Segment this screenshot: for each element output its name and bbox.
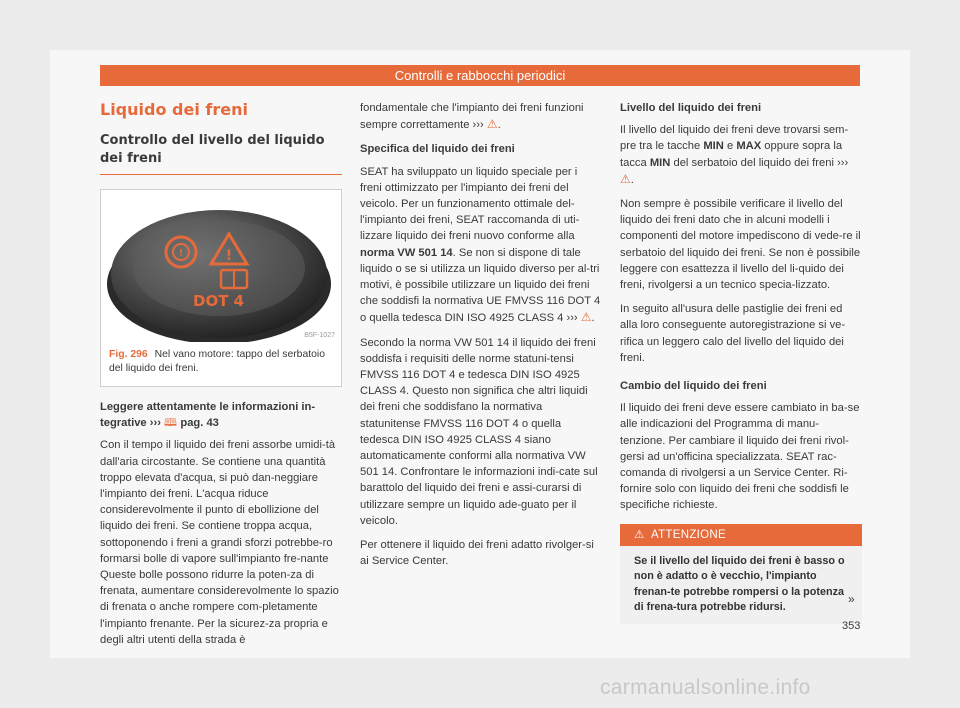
brake-fluid-cap-image [101, 190, 341, 342]
warning-triangle-icon: ⚠ [634, 528, 645, 541]
section-title: Controllo del livello del liquido dei freni [100, 132, 342, 175]
running-header: Controlli e rabbocchi periodici [100, 65, 860, 86]
column-middle [360, 100, 602, 577]
figure-296 [100, 189, 342, 387]
figure-caption [101, 342, 341, 386]
book-reference-icon: 🕮 [164, 417, 178, 430]
warning-triangle-icon: ⚠ [580, 310, 592, 325]
read-info-subhead: Leggere attentamente le informazioni in-tegrative ››› 🕮 pag. 43 [100, 401, 316, 430]
min-mark: MIN [703, 140, 724, 153]
watermark: carmanualsonline.info [600, 676, 811, 699]
continue-arrow-icon: » [848, 592, 855, 606]
image-code: B5F-1027 [304, 332, 335, 339]
level-subhead: Livello del liquido dei freni [620, 102, 762, 114]
col3-paragraph-2: Non sempre è possibile verificare il livello del liquido dei freni dato che in alcuni modelli i componenti del motore impediscono di vede-re il serbatoio del liquido dei freni. Se non è possibile leggere con esattezza il livello del li-quido dei freni, rivolgersi a un tecnico specia-lizzato. [620, 198, 861, 292]
page-reference-link[interactable]: pag. 43 [180, 417, 219, 430]
spec-subhead: Specifica del liquido dei freni [360, 143, 515, 156]
cap-dot4-label: DOT 4 [193, 292, 245, 310]
svg-text:!: ! [225, 248, 233, 264]
warning-triangle-icon: ⚠ [486, 117, 498, 132]
min-mark: MIN [649, 156, 671, 169]
warning-text: Se il livello del liquido dei freni è basso o non è adatto o è vecchio, l'impianto frenan-te potrebbe rompersi o la potenza di frena-tura potrebbe ridursi. [634, 554, 845, 614]
col2-paragraph-1: fondamentale che l'impianto dei freni funzioni sempre correttamente ››› ⚠. [360, 102, 584, 132]
svg-text:!: ! [178, 248, 184, 259]
column-left [100, 100, 342, 656]
col3-paragraph-3: In seguito all'usura delle pastiglie dei freni ed alla loro conseguente autoregistrazione si ve-rifica un leggero calo del livello del liquido dei freni. [620, 303, 846, 364]
col2-paragraph-2: SEAT ha sviluppato un liquido speciale per i freni ottimizzato per l'impianto dei freni del veicolo. Per un funzionamento ottimale del-l'impianto dei freni, SEAT raccomanda di uti-lizzare liquido dei freni nuovo conforme alla norma VW 501 14. Se non si dispone di tale liquido o se si utilizza un liquido diverso per al-tri motivi, è possibile utilizzare un liquido dei freni che soddisfi la normativa UE FMVSS 116 DOT 4 o quella tedesca DIN ISO 4925 CLASS 4 ››› ⚠. [360, 165, 601, 325]
col1-body: Con il tempo il liquido dei freni assorbe umidi-tà dall'aria circostante. Se contiene una quantità troppo elevata d'acqua, si può dan-neggiare l'impianto dei freni. L'acqua riduce considerevolmente il punto di ebollizione del liquido dei freni. Se contiene troppa acqua, sottoponendo i freni a grandi sforzi potrebbe-ro formarsi bolle di vapore sull'impianto fre-nante Queste bolle possono ridurre la poten-za di frenata, aumentare considerevolmente lo spazio di frenata o anche rompere com-pletamente l'impianto frenante. Per la sicurez-za propria e degli altri utenti della strada è [100, 439, 339, 646]
page-number: 353 [842, 620, 861, 632]
max-mark: MAX [736, 140, 762, 153]
col3-paragraph-4: Il liquido dei freni deve essere cambiato in ba-se alle indicazioni del Programma di manu-tenzione. Per cambiare il liquido dei freni rivol-gersi ad un'officina specializzata. SEAT rac-comanda di rivolgersi a un Service Center. Ri-fornire solo con liquido dei freni che soddisfi le specifiche richieste. [620, 402, 860, 512]
figure-number: Fig. 296 [109, 349, 148, 360]
col2-paragraph-4: Per ottenere il liquido dei freni adatto rivolger-si ai Service Center. [360, 539, 594, 568]
column-right [620, 100, 862, 624]
change-subhead: Cambio del liquido dei freni [620, 380, 767, 393]
col3-paragraph-1: Il livello del liquido dei freni deve trovarsi sem-pre tra le tacche MIN e MAX oppure sopra la tacca MIN del serbatoio del liquido dei freni ››› ⚠. [620, 124, 849, 186]
col2-paragraph-3: Secondo la norma VW 501 14 il liquido dei freni soddisfa i requisiti delle norme statuni-tensi FMVSS 116 DOT 4 e tedesca DIN ISO 4925 CLASS 4. Questo non significa che altri liquidi dei freni che soddisfano la normativa statunitense FMVSS 116 DOT 4 o quella tedesca DIN ISO 4925 CLASS 4 siano automaticamente conformi alla normativa VW 501 14. Confrontare le informazioni indi-cate sul barattolo del liquido dei freni e assi-curarsi di utilizzare sempre un liquido ade-guato per il veicolo. [360, 336, 598, 527]
figure-caption-text: Nel vano motore: tappo del serbatoio del liquido dei freni. [109, 349, 325, 374]
warning-header: ⚠ ATTENZIONE [620, 524, 862, 546]
chapter-title: Liquido dei freni [100, 100, 248, 119]
warning-triangle-icon: ⚠ [620, 171, 631, 186]
warning-box [620, 524, 862, 624]
